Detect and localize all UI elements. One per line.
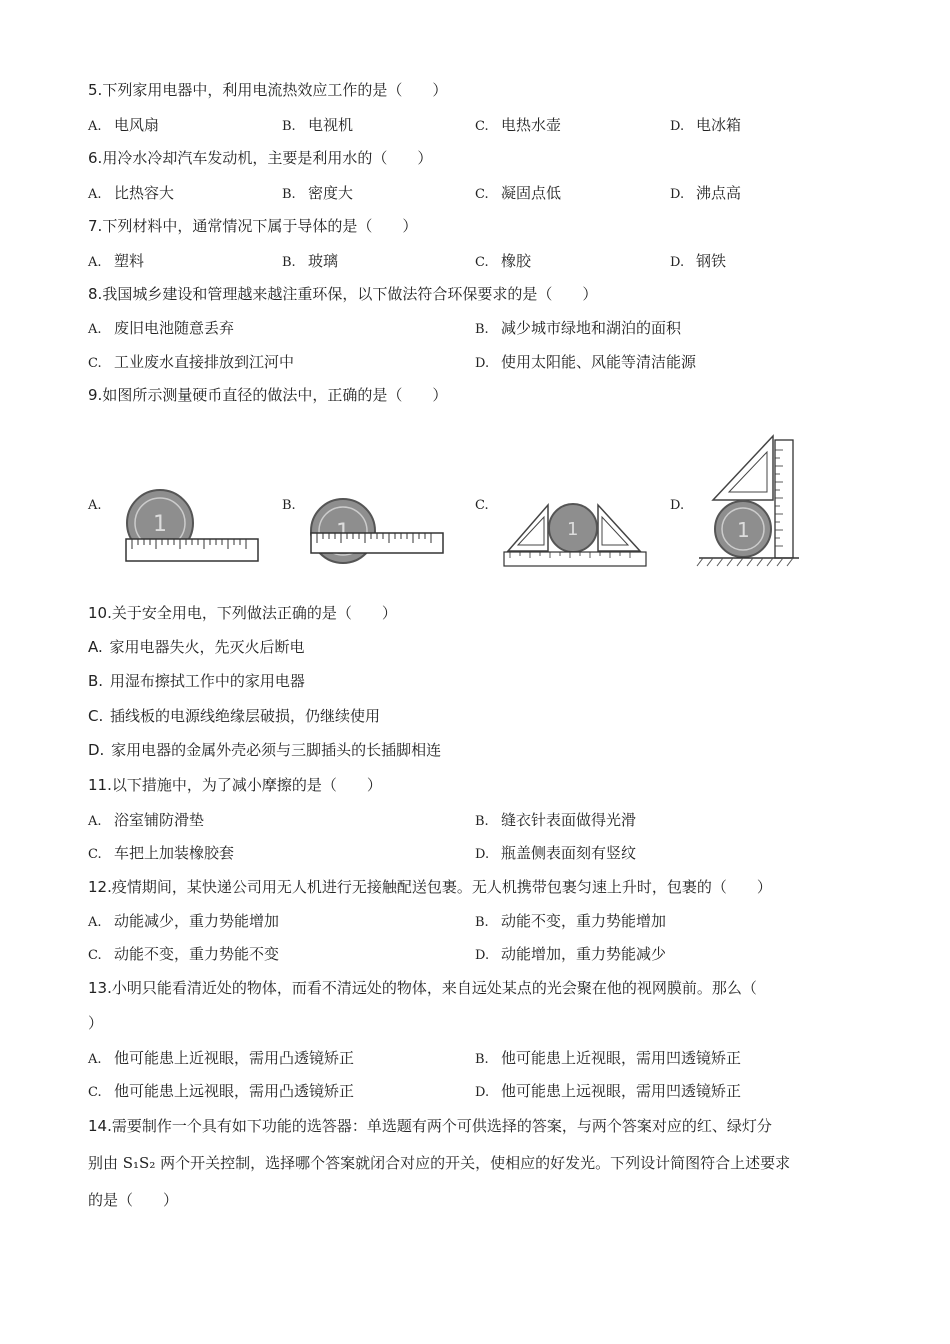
option-text: 瓶盖侧表面刻有竖纹 bbox=[501, 844, 637, 862]
question-10 bbox=[88, 603, 397, 623]
question-stem-continued: ） bbox=[88, 1014, 104, 1032]
ground-hatch bbox=[697, 558, 793, 566]
option-label: A. bbox=[88, 915, 102, 930]
option-label: A. bbox=[88, 255, 102, 270]
option-text: 电冰箱 bbox=[696, 116, 742, 134]
option-label: D. bbox=[475, 1085, 490, 1100]
option-a[interactable] bbox=[88, 115, 159, 137]
option-text: 塑料 bbox=[114, 252, 145, 270]
option-a[interactable] bbox=[88, 1048, 354, 1070]
option-text: 家用电器的金属外壳必须与三脚插头的长插脚相连 bbox=[111, 741, 442, 759]
option-b[interactable] bbox=[475, 1048, 741, 1070]
option-text: 他可能患上远视眼，需用凸透镜矫正 bbox=[114, 1082, 355, 1100]
coin-numeral: 1 bbox=[567, 519, 579, 540]
option-label: B. bbox=[88, 672, 104, 690]
option-b[interactable]: B. bbox=[282, 498, 296, 513]
option-label: D. bbox=[670, 119, 685, 134]
question-stem-continued: 别由 S₁S₂ 两个开关控制，选择哪个答案就闭合对应的开关，使相应的好发光。下列设计简图符合上述要求 bbox=[88, 1154, 791, 1172]
option-label: D. bbox=[88, 741, 105, 759]
option-c[interactable] bbox=[88, 843, 234, 865]
question-13 bbox=[88, 978, 757, 998]
question-stem: 如图所示测量硬币直径的做法中，正确的是（ ） bbox=[102, 386, 448, 404]
option-d[interactable] bbox=[670, 251, 726, 273]
option-label: B. bbox=[282, 255, 296, 270]
option-label: B. bbox=[475, 322, 489, 337]
option-text: 减少城市绿地和湖泊的面积 bbox=[501, 319, 682, 337]
option-c[interactable] bbox=[88, 1081, 354, 1103]
option-d[interactable] bbox=[475, 843, 636, 865]
question-number: 8. bbox=[88, 285, 103, 303]
question-stem: 疫情期间，某快递公司用无人机进行无接触配送包裹。无人机携带包裹匀速上升时，包裹的（ ） bbox=[111, 878, 772, 896]
option-text: 比热容大 bbox=[114, 184, 175, 202]
option-text: 动能不变，重力势能不变 bbox=[114, 945, 280, 963]
option-b[interactable] bbox=[88, 671, 305, 691]
question-stem: 以下措施中，为了减小摩擦的是（ ） bbox=[111, 776, 382, 794]
question-number: 14. bbox=[88, 1117, 112, 1135]
option-label: C. bbox=[88, 948, 102, 963]
option-d[interactable] bbox=[88, 740, 441, 760]
question-stem: 我国城乡建设和管理越来越注重环保，以下做法符合环保要求的是（ ） bbox=[102, 285, 598, 303]
option-c[interactable] bbox=[88, 706, 380, 726]
option-label: A. bbox=[88, 1052, 102, 1067]
option-d[interactable] bbox=[475, 944, 666, 966]
set-square-left-icon bbox=[508, 505, 548, 551]
coin-numeral: 1 bbox=[153, 512, 167, 537]
question-5 bbox=[88, 80, 447, 100]
option-text: 用湿布擦拭工作中的家用电器 bbox=[109, 672, 305, 690]
coin-triangle-ruler-figure-d[interactable] bbox=[695, 430, 805, 575]
option-a[interactable] bbox=[88, 911, 279, 933]
option-text: 使用太阳能、风能等清洁能源 bbox=[501, 353, 697, 371]
option-label: B. bbox=[475, 1052, 489, 1067]
question-stem: 小明只能看清近处的物体，而看不清远处的物体，来自远处某点的光会聚在他的视网膜前。那么（ bbox=[111, 979, 757, 997]
set-square-right-icon bbox=[598, 505, 640, 551]
question-number: 13. bbox=[88, 979, 112, 997]
option-c[interactable] bbox=[475, 251, 531, 273]
question-8 bbox=[88, 284, 597, 304]
option-d[interactable] bbox=[475, 352, 696, 374]
option-label: A. bbox=[88, 187, 102, 202]
question-number: 5. bbox=[88, 81, 103, 99]
question-number: 10. bbox=[88, 604, 112, 622]
option-text: 凝固点低 bbox=[501, 184, 562, 202]
question-number: 7. bbox=[88, 217, 103, 235]
option-text: 电热水壶 bbox=[501, 116, 562, 134]
option-text: 玻璃 bbox=[308, 252, 339, 270]
option-label: C. bbox=[88, 1085, 102, 1100]
option-text: 动能减少，重力势能增加 bbox=[114, 912, 280, 930]
option-text: 工业废水直接排放到江河中 bbox=[114, 353, 295, 371]
option-a[interactable] bbox=[88, 251, 144, 273]
option-text: 橡胶 bbox=[501, 252, 532, 270]
option-label: D. bbox=[475, 847, 490, 862]
option-label: D. bbox=[475, 356, 490, 371]
option-label: C. bbox=[475, 255, 489, 270]
option-label: A. bbox=[88, 322, 102, 337]
option-label: A. bbox=[88, 814, 102, 829]
option-b[interactable] bbox=[475, 911, 666, 933]
ruler-icon bbox=[504, 552, 646, 566]
option-c[interactable]: C. bbox=[475, 498, 489, 513]
option-d[interactable] bbox=[670, 115, 741, 137]
question-6 bbox=[88, 148, 432, 168]
option-a[interactable]: A. bbox=[88, 498, 102, 513]
option-text: 家用电器失火，先灭火后断电 bbox=[109, 638, 305, 656]
option-label: C. bbox=[88, 356, 102, 371]
option-label: C. bbox=[88, 847, 102, 862]
coin-triangles-figure-c[interactable] bbox=[500, 495, 650, 575]
option-text: 他可能患上远视眼，需用凹透镜矫正 bbox=[501, 1082, 742, 1100]
option-text: 车把上加装橡胶套 bbox=[114, 844, 235, 862]
option-text: 动能不变，重力势能增加 bbox=[501, 912, 667, 930]
option-text: 废旧电池随意丢弃 bbox=[114, 319, 235, 337]
question-number: 11. bbox=[88, 776, 112, 794]
question-stem: 下列材料中，通常情况下属于导体的是（ ） bbox=[102, 217, 418, 235]
option-text: 动能增加，重力势能减少 bbox=[501, 945, 667, 963]
option-b[interactable] bbox=[475, 810, 636, 832]
set-square-icon bbox=[713, 436, 773, 500]
question-number: 12. bbox=[88, 878, 112, 896]
option-d[interactable] bbox=[475, 1081, 741, 1103]
option-d[interactable]: D. bbox=[670, 498, 685, 513]
coin-numeral: 1 bbox=[737, 518, 750, 542]
option-a[interactable] bbox=[88, 810, 204, 832]
option-label: C. bbox=[475, 187, 489, 202]
option-label: A. bbox=[88, 638, 103, 656]
question-number: 9. bbox=[88, 386, 103, 404]
option-text: 插线板的电源线绝缘层破损，仍继续使用 bbox=[110, 707, 381, 725]
question-7 bbox=[88, 216, 417, 236]
option-label: A. bbox=[88, 119, 102, 134]
option-text: 缝衣针表面做得光滑 bbox=[501, 811, 637, 829]
option-a[interactable] bbox=[88, 183, 174, 205]
question-11 bbox=[88, 775, 382, 795]
option-text: 浴室铺防滑垫 bbox=[114, 811, 205, 829]
option-a[interactable] bbox=[88, 318, 234, 340]
option-d[interactable] bbox=[670, 183, 741, 205]
option-label: C. bbox=[475, 119, 489, 134]
option-text: 他可能患上近视眼，需用凹透镜矫正 bbox=[501, 1049, 742, 1067]
option-text: 沸点高 bbox=[696, 184, 742, 202]
option-b[interactable] bbox=[475, 318, 681, 340]
option-text: 密度大 bbox=[308, 184, 354, 202]
option-c[interactable] bbox=[475, 115, 561, 137]
option-text: 钢铁 bbox=[696, 252, 727, 270]
option-b[interactable] bbox=[282, 115, 353, 137]
option-label: D. bbox=[475, 948, 490, 963]
option-text: 他可能患上近视眼，需用凸透镜矫正 bbox=[114, 1049, 355, 1067]
option-label: D. bbox=[670, 187, 685, 202]
option-b[interactable] bbox=[282, 183, 353, 205]
option-c[interactable] bbox=[88, 944, 279, 966]
option-label: C. bbox=[88, 707, 104, 725]
option-text: 电视机 bbox=[308, 116, 354, 134]
option-label: B. bbox=[475, 915, 489, 930]
question-stem: 需要制作一个具有如下功能的选答器：单选题有两个可供选择的答案，与两个答案对应的红、绿灯分 bbox=[111, 1117, 772, 1135]
option-b[interactable] bbox=[282, 251, 338, 273]
question-stem: 关于安全用电，下列做法正确的是（ ） bbox=[111, 604, 397, 622]
coin-ruler-figure-b[interactable] bbox=[305, 495, 450, 570]
question-number: 6. bbox=[88, 149, 103, 167]
option-label: B. bbox=[475, 814, 489, 829]
option-c[interactable] bbox=[475, 183, 561, 205]
option-c[interactable] bbox=[88, 352, 294, 374]
option-label: B. bbox=[282, 119, 296, 134]
question-stem: 用冷水冷却汽车发动机，主要是利用水的（ ） bbox=[102, 149, 433, 167]
question-9 bbox=[88, 385, 447, 405]
question-stem-continued: 的是（ ） bbox=[88, 1191, 179, 1209]
option-a[interactable] bbox=[88, 637, 305, 657]
question-stem: 下列家用电器中，利用电流热效应工作的是（ ） bbox=[102, 81, 448, 99]
question-12 bbox=[88, 877, 772, 897]
coin-ruler-figure-a[interactable] bbox=[120, 485, 265, 570]
option-label: D. bbox=[670, 255, 685, 270]
question-14 bbox=[88, 1116, 772, 1136]
option-text: 电风扇 bbox=[114, 116, 160, 134]
option-label: B. bbox=[282, 187, 296, 202]
